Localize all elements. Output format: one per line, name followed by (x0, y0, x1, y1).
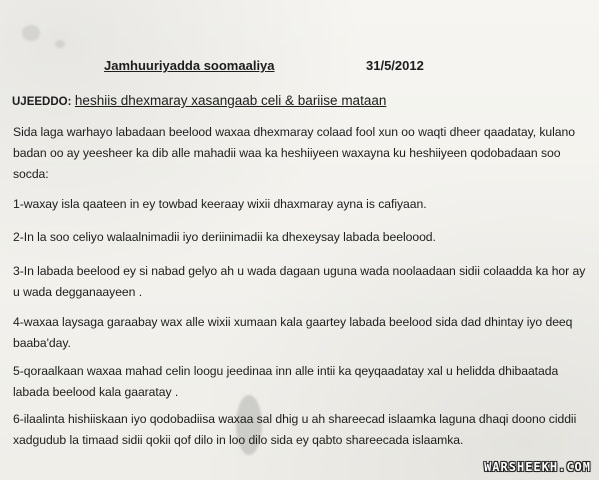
point-5: 5-qoraalkaan waxaa mahad celin loogu jeedinaa inn alle intii ka qeyqaadatay xal u helidda dhibaatada labada beelood kala gaaratay . (13, 364, 559, 399)
intro-paragraph: Sida laga warhayo labadaan beelood waxaa dhexmaray colaad fool xun oo waqti dheer qaadatay, kulano badan oo ay yeesheer ka dib alle mahadii waa ka heshiiyeen waxayna ku heshiiyeen qodobadaan soo socda: (13, 125, 575, 181)
point-4: 4-waxaa laysaga garaabay wax alle wixii xumaan kala gaartey labada beelood sida dad dhintay iyo deeq baaba'day. (13, 315, 573, 350)
paper-stain (22, 25, 40, 41)
document-heading (104, 58, 275, 73)
point-6: 6-ilaalinta hishiiskaan iyo qodobadiisa waxaa sal dhig u ah shareecad islaamka laguna dhaqi doono ciddii xadgudub la timaad sidii qokii qof dilo in loo dilo sida ey qabto shareecada islaamka. (13, 412, 577, 447)
site-watermark: WARSHEEKH.COM (484, 460, 591, 474)
paper-stain (55, 40, 65, 48)
country-title: Jamhuuriyadda soomaaliya (104, 58, 275, 73)
subject-label: UJEEDDO: (12, 96, 72, 108)
document-date: 31/5/2012 (366, 58, 424, 73)
subject-line (12, 93, 386, 108)
point-2: 2-In la soo celiyo walaalnimadii iyo deriinimadii ka dhexeysay labada beeloood. (13, 230, 436, 244)
point-1: 1-waxay isla qaateen in ey towbad keeraay wixii dhaxmaray ayna is cafiyaan. (13, 197, 427, 211)
subject-text: heshiis dhexmaray xasangaab celi & bariise mataan (74, 93, 387, 108)
point-3: 3-In labada beelood ey si nabad gelyo ah u wada dagaan uguna wada noolaadaan sidii colaadda ka hor ay u wada degganaayeen . (13, 264, 586, 299)
